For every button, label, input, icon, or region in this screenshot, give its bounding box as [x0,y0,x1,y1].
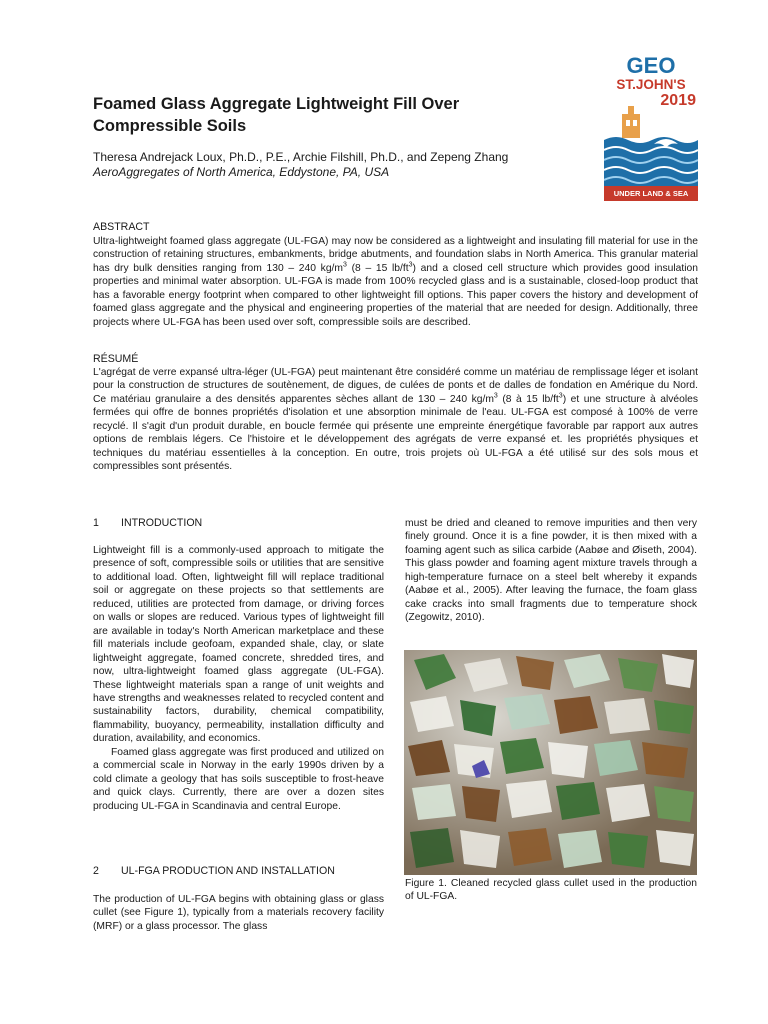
logo-year-text: 2019 [660,92,696,109]
logo-geo-text: GEO [626,55,676,78]
title-line-2: Compressible Soils [93,117,247,135]
glass-cullet-image [404,650,697,875]
figure-1-photo [404,650,697,875]
section-1-body [93,544,384,813]
authors: Theresa Andrejack Loux, Ph.D., P.E., Archie Filshill, Ph.D., and Zepeng Zhang [93,150,509,164]
section-2-heading: 2 UL-FGA PRODUCTION AND INSTALLATION [93,865,335,877]
column-2-body: must be dried and cleaned to remove impurities and then very finely ground. Once it is a fine powder, it is then mixed with a foaming agent such as silica carbide (Aabøe and Øiseth, 2004). This glass powder and foaming agent mixture travels through a high-temperature furnace on a steel belt whereby it expands (Aabøe et al., 2005). After leaving the furnace, the foam glass cake cracks into small fragments due to temperature shock (Zegowitz, 2010). [405,518,697,624]
title-line-1: Foamed Glass Aggregate Lightweight Fill Over [93,95,460,113]
section-2-body: The production of UL-FGA begins with obtaining glass or glass cullet (see Figure 1), typically from a materials recovery facility (MRF) or a glass processor. The glass [93,894,384,932]
section-1-heading: 1 INTRODUCTION [93,517,203,529]
resume-body: L'agrégat de verre expansé ultra-léger (UL-FGA) peut maintenant être considéré comme un matériau de remplissage léger et isolant pour la construction de structures de soutènement, de digues, de culées de ponts et de dalles de fondation en Amérique du Nord. Ce matériau granulaire a des densités apparentes sèches allant de 130 – 240 $kg/m^3$ (8 à 15 $lb/ft^3$) et une structure à alvéoles fermées qui offre de bonnes propriétés d'isolation et une absorption minimale de l'eau. UL-FGA est composé à 100% de verre recyclé. Il s'agit d'un produit durable, en boucle fermée qui présente une empreinte énergétique favorable par rapport aux autres options de remblais légers. Ce l'histoire et le développement des agrégats de verre expansé et. les propriétés physiques et techniques du matériau essentielles à la conception. En outre, trois projets où UL-FGA a été utilisé sur des sols mous et compressibles sont présentés. [93,367,698,473]
resume-heading: RÉSUMÉ [93,353,139,365]
section-1-paragraph-2: Foamed glass aggregate was first produced and utilized on a commercial scale in Norway in the early 1990s driven by a cold climate a geology that has soils susceptible to frost-heave and quick clays. Currently, there are over a dozen sites producing UL-FGA in Scandinavia and central Europe. [93,746,384,812]
affiliation: AeroAggregates of North America, Eddystone, PA, USA [93,165,390,179]
logo-tagline: UNDER LAND & SEA [604,186,698,201]
abstract-heading: ABSTRACT [93,221,150,233]
paper-title [93,93,563,137]
figure-1-caption: Figure 1. Cleaned recycled glass cullet used in the production of UL-FGA. [405,878,697,903]
logo-stjohns-text: ST.JOHN'S [616,77,686,92]
section-1-paragraph-1: Lightweight fill is a commonly-used approach to mitigate the presence of soft, compressible soils or utilities that are sensitive to additional load. Often, lightweight fill will replace traditional soil or aggregate on these projects so that settlements are reduced, utilities are protected from damage, or driving forces on walls or slopes are reduced. Various types of lightweight fill are available in today's North American marketplace and these fill materials include geofoam, expanded shale, clay, or slate lightweight aggregate, foamed concrete, shredded tires, and now, ultra-lightweight foamed glass aggregate (UL-FGA). These lightweight materials span a range of unit weights and have strengths and weaknesses related to recycled content and sustainability factors, durability, chemical compatibility, flammability, buoyancy, permeability, installation difficulty and duration, availability, and economics. [93,545,384,745]
abstract-body: Ultra-lightweight foamed glass aggregate (UL-FGA) may now be considered as a lightweight and insulating fill material for use in the construction of retaining structures, embankments, bridge abutments, and foundation slabs in North America. This granular material has dry bulk densities ranging from 130 – 240 $kg/m^3$ (8 – 15 $lb/ft^3$) and a closed cell structure which provides good insulation properties and minimal water absorption. UL-FGA is made from 100% recycled glass and is a sustainable, closed-loop product that has a favorable energy footprint when compared to other lightweight fill options. This paper covers the history and development of foamed glass aggregate and the physical and engineering properties of the material that are needed for design. Additionally, three projects where UL-FGA has been used over soft, compressible soils are described. [93,236,698,328]
conference-logo [604,55,698,201]
